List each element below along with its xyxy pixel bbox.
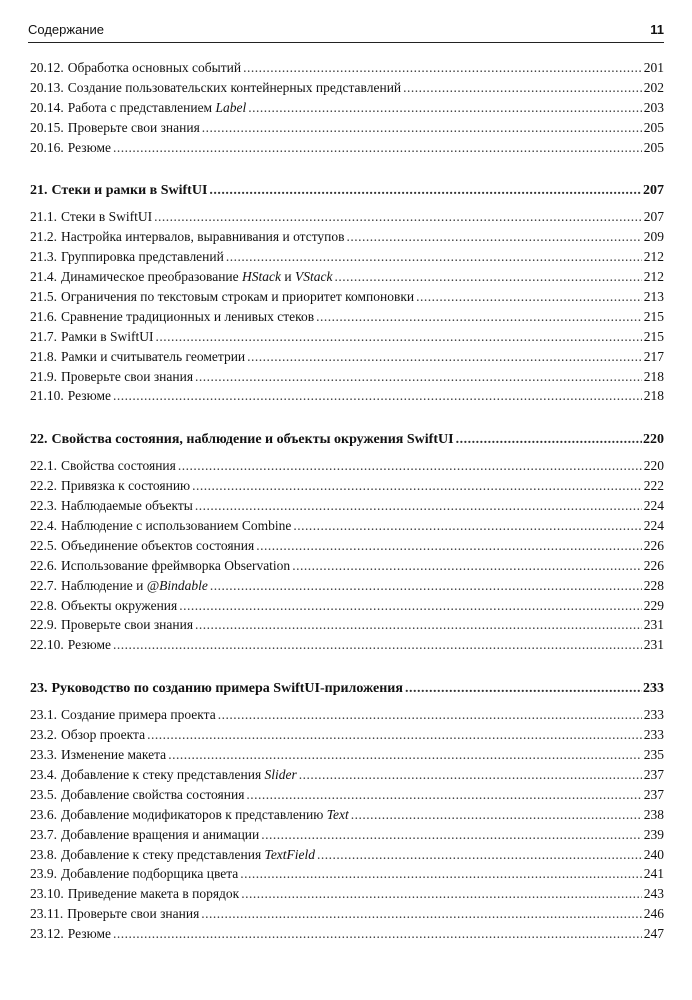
dot-leader [291,516,642,536]
toc-entry-number: 23.9. [30,866,57,882]
toc-entry[interactable] [30,765,664,785]
toc-entry-title [52,429,454,451]
dot-leader [111,386,642,406]
toc-entry-title [61,805,349,825]
toc-entry-number: 21. [30,183,48,199]
toc-entry-page: 237 [643,766,664,782]
toc-entry-title [61,347,245,367]
toc-entry-page: 229 [643,597,664,613]
toc-entry[interactable] [30,476,664,496]
dot-leader [193,615,642,635]
toc-entry-title-text: Проверьте свои знания [61,617,194,633]
dot-leader [193,496,642,516]
dot-leader [254,536,642,556]
toc-entry-page: 243 [643,886,664,902]
toc-entry-number: 21.7. [30,328,57,344]
toc-entry-title-text: Использование фреймворка Observation [61,557,291,573]
toc-entry-title-code: Slider [264,766,297,782]
toc-entry[interactable] [30,98,664,118]
toc-entry-page: 238 [643,806,664,822]
dot-leader [199,904,642,924]
dot-leader [208,576,642,596]
toc-entry-number: 23.7. [30,826,57,842]
toc-entry[interactable] [30,516,664,536]
toc-entry-number: 23.5. [30,786,57,802]
dot-leader [246,98,642,118]
toc-entry[interactable] [30,496,664,516]
toc-entry-title-text: Добавление модификаторов к представлению [61,806,327,822]
dot-leader [332,267,642,287]
toc-entry-title-text: Привязка к состоянию [61,478,191,494]
toc-entry-number: 22.3. [30,498,57,514]
toc-entry-title [68,635,111,655]
page-number: 11 [650,22,664,37]
toc-entry-number: 23.10. [30,886,64,902]
dot-leader [216,705,642,725]
toc-entry-title-text: Изменение макета [61,747,167,763]
toc-entry-title [68,58,241,78]
toc-entry[interactable] [30,78,664,98]
toc-entry-number: 21.1. [30,209,57,225]
toc-entry-page: 247 [643,926,664,942]
toc-entry-page: 215 [643,308,664,324]
toc-entry[interactable] [30,347,664,367]
toc-entry-number: 21.8. [30,348,57,364]
toc-entry-title-text: Наблюдение и [61,577,147,593]
toc-entry[interactable] [30,386,664,406]
toc-entry-title [61,725,145,745]
toc-entry-title-code: TextField [264,846,316,862]
dot-leader [238,864,642,884]
dot-leader [315,845,642,865]
toc-entry-title-text: Создание пользовательских контейнерных представлений [67,79,402,95]
toc-entry-title-text: Создание примера проекта [61,707,216,723]
toc-entry-number: 23.8. [30,846,57,862]
toc-entry[interactable] [30,596,664,616]
toc-entry-number: 21.10. [30,388,64,404]
dot-leader [454,429,642,451]
toc-entry-page: 235 [643,747,664,763]
toc-entry-title-text: Проверьте свои знания [67,906,200,922]
table-of-contents [30,58,664,944]
toc-entry-title-text: Стеки в SwiftUI [61,209,153,225]
running-head [28,22,664,43]
toc-entry-page: 233 [643,727,664,743]
toc-entry-title-text: Резюме [67,139,112,155]
toc-entry-title-code: Label [215,99,247,115]
toc-entry-number: 22.6. [30,557,57,573]
dot-leader [111,138,642,158]
toc-entry-title [68,924,111,944]
toc-entry-title-text: Проверьте свои знания [67,119,200,135]
toc-entry-title-text: Сравнение традиционных и ленивых стеков [61,308,315,324]
dot-leader [176,456,642,476]
toc-entry-title [68,98,247,118]
toc-entry-title [61,327,153,347]
toc-entry[interactable] [30,576,664,596]
toc-entry-page: 224 [643,498,664,514]
toc-entry-page: 215 [643,328,664,344]
toc-entry-page: 203 [643,99,664,115]
toc-entry-title [61,765,297,785]
toc-entry-title-text: Резюме [67,926,112,942]
toc-entry-title [61,785,244,805]
toc-entry-page: 209 [643,229,664,245]
toc-entry-title [61,596,177,616]
toc-entry-number: 20.16. [30,139,64,155]
toc-entry-title-text: Ограничения по текстовым строкам и приоритет компоновки [61,289,415,305]
running-head-title: Содержание [28,22,104,37]
toc-entry-number: 22. [30,432,48,448]
toc-entry-page: 241 [643,866,664,882]
dot-leader [193,367,642,387]
toc-entry-number: 21.9. [30,368,57,384]
toc-entry-page: 220 [643,458,664,474]
toc-entry-page: 222 [643,478,664,494]
toc-entry-number: 21.3. [30,249,57,265]
toc-entry-title [61,825,259,845]
toc-entry-title [61,615,193,635]
toc-entry-number: 22.7. [30,577,57,593]
toc-entry-title-text: Рамки в SwiftUI [61,328,154,344]
toc-entry-number: 23.2. [30,727,57,743]
dot-leader [153,327,642,347]
dot-leader [349,805,642,825]
toc-entry-title-text: Добавление к стеку представления [61,846,265,862]
toc-entry-number: 21.5. [30,289,57,305]
toc-entry-page: 220 [643,432,664,448]
toc-entry-title-text: Свойства состояния [61,458,176,474]
toc-entry-title [61,556,290,576]
toc-entry-title [52,180,208,202]
toc-entry-title-text: Проверьте свои знания [61,368,194,384]
toc-entry-title-text: Стеки и рамки в SwiftUI [51,183,208,199]
toc-entry-title-code: @Bindable [146,577,208,593]
toc-entry-number: 22.4. [30,518,57,534]
toc-entry[interactable] [30,864,664,884]
toc-entry-number: 22.9. [30,617,57,633]
toc-entry-number: 23. [30,681,48,697]
toc-entry-title-text: Наблюдение с использованием Combine [61,518,292,534]
dot-leader [224,247,642,267]
toc-entry-title [61,247,224,267]
dot-leader [297,765,642,785]
toc-entry[interactable] [30,615,664,635]
toc-entry[interactable] [30,805,664,825]
toc-entry-page: 226 [643,537,664,553]
toc-entry-number: 23.3. [30,747,57,763]
toc-entry-title [61,745,166,765]
toc-entry-title-text: Наблюдаемые объекты [61,498,193,514]
dot-leader [259,825,642,845]
toc-entry-title [61,516,291,536]
toc-entry-page: 226 [643,557,664,573]
toc-entry-title-text: Руководство по созданию примера SwiftUI-приложения [51,681,403,697]
toc-entry-number: 23.12. [30,926,64,942]
toc-entry[interactable] [30,207,664,227]
toc-entry[interactable] [30,367,664,387]
toc-entry-title-code: HStack [242,269,282,285]
toc-entry-number: 20.14. [30,99,64,115]
toc-entry-title-text: Добавление свойства состояния [61,786,245,802]
toc-entry-number: 21.6. [30,308,57,324]
dot-leader [241,58,642,78]
toc-entry-page: 207 [643,209,664,225]
toc-entry-number: 20.12. [30,60,64,75]
toc-entry-title [68,78,401,98]
dot-leader [244,785,642,805]
toc-entry-page: 240 [643,846,664,862]
toc-entry-title-text: Добавление подборщика цвета [61,866,239,882]
toc-entry-title-code: Text [326,806,349,822]
toc-entry-title-text: Объединение объектов состояния [61,537,255,553]
toc-entry-title-text: и [281,269,295,285]
toc-entry-number: 22.1. [30,458,57,474]
toc-entry-title-text: Свойства состояния, наблюдение и объекты окружения SwiftUI [51,432,454,448]
toc-entry-title [61,536,254,556]
toc-entry-title [61,227,345,247]
toc-chapter-entry[interactable] [30,180,664,202]
dot-leader [145,725,642,745]
toc-entry-page: 205 [643,139,664,155]
toc-entry-number: 20.15. [30,119,64,135]
toc-entry-number: 22.5. [30,537,57,553]
toc-entry-page: 233 [643,681,664,697]
toc-entry[interactable] [30,725,664,745]
toc-entry-number: 21.2. [30,229,57,245]
toc-entry-number: 20.13. [30,79,64,95]
toc-chapter-entry[interactable] [30,678,664,700]
toc-entry-title-text: Приведение макета в порядок [67,886,240,902]
toc-entry-title-text: Настройка интервалов, выравнивания и отступов [61,229,345,245]
toc-entry-title [61,476,190,496]
toc-entry[interactable] [30,845,664,865]
toc-entry[interactable] [30,307,664,327]
toc-entry-title-text: Обработка основных событий [67,60,242,75]
toc-entry[interactable] [30,745,664,765]
toc-entry-title [61,307,314,327]
toc-entry-page: 205 [643,119,664,135]
toc-entry-title [61,496,193,516]
dot-leader [245,347,642,367]
toc-entry-title [61,207,152,227]
toc-entry-title-text: Резюме [67,388,112,404]
toc-entry[interactable] [30,456,664,476]
toc-entry-number: 22.8. [30,597,57,613]
toc-entry-page: 231 [643,617,664,633]
toc-entry-page: 212 [643,249,664,265]
toc-entry-page: 231 [643,637,664,653]
toc-entry-number: 23.6. [30,806,57,822]
toc-entry-title [61,367,193,387]
toc-entry-number: 22.2. [30,478,57,494]
dot-leader [152,207,642,227]
toc-entry-page: 218 [643,368,664,384]
dot-leader [290,556,642,576]
toc-entry[interactable] [30,247,664,267]
dot-leader [111,635,642,655]
toc-entry-title [52,678,403,700]
toc-entry-title [67,904,199,924]
toc-entry-page: 218 [643,388,664,404]
toc-chapter-entry[interactable] [30,429,664,451]
dot-leader [177,596,642,616]
toc-entry-title [61,705,216,725]
toc-entry-number: 22.10. [30,637,64,653]
dot-leader [190,476,642,496]
dot-leader [111,924,642,944]
toc-entry-title-text: Резюме [67,637,112,653]
dot-leader [207,180,642,202]
toc-entry-page: 246 [643,906,664,922]
toc-entry[interactable] [30,556,664,576]
toc-entry[interactable] [30,705,664,725]
toc-entry-title [61,267,332,287]
dot-leader [200,118,642,138]
dot-leader [314,307,642,327]
toc-entry-page: 237 [643,786,664,802]
toc-entry-page: 207 [643,183,664,199]
dot-leader [239,884,642,904]
toc-entry-title-text: Рамки и считыватель геометрии [61,348,246,364]
toc-entry-number: 21.4. [30,269,57,285]
toc-entry[interactable] [30,118,664,138]
dot-leader [414,287,642,307]
toc-entry-title-text: Группировка представлений [61,249,224,265]
toc-entry-page: 224 [643,518,664,534]
toc-entry[interactable] [30,138,664,158]
toc-entry-number: 23.1. [30,707,57,723]
toc-entry-title [68,118,200,138]
toc-entry-title-text: Добавление к стеку представления [61,766,265,782]
toc-entry-title [61,576,208,596]
dot-leader [401,78,642,98]
dot-leader [403,678,642,700]
toc-entry-page: 213 [643,289,664,305]
toc-entry-title [68,884,239,904]
toc-entry[interactable] [30,785,664,805]
toc-entry[interactable] [30,924,664,944]
toc-entry-page: 239 [643,826,664,842]
dot-leader [345,227,642,247]
toc-entry[interactable] [30,267,664,287]
toc-entry-title-code: VStack [295,269,333,285]
toc-entry[interactable] [30,287,664,307]
toc-entry[interactable] [30,327,664,347]
toc-entry-page: 233 [643,707,664,723]
toc-entry-number: 23.4. [30,766,57,782]
toc-entry-title [68,138,111,158]
toc-entry-title-text: Работа с представлением [67,99,216,115]
toc-entry-title [68,386,111,406]
dot-leader [166,745,642,765]
toc-entry-title [61,287,414,307]
toc-entry-title [61,456,176,476]
toc-entry-page: 212 [643,269,664,285]
toc-entry[interactable] [30,635,664,655]
toc-entry-page: 202 [643,79,664,95]
toc-entry-number: 23.11. [30,906,64,922]
toc-entry-page: 228 [643,577,664,593]
toc-entry-title-text: Добавление вращения и анимации [61,826,260,842]
toc-entry-title-text: Объекты окружения [61,597,178,613]
toc-entry-title [61,864,238,884]
toc-entry[interactable] [30,227,664,247]
toc-entry-title-text: Динамическое преобразование [61,269,243,285]
toc-entry[interactable] [30,825,664,845]
toc-entry-title-text: Обзор проекта [61,727,146,743]
toc-entry[interactable] [30,904,664,924]
toc-entry[interactable] [30,58,664,78]
toc-entry[interactable] [30,884,664,904]
toc-entry[interactable] [30,536,664,556]
toc-entry-page: 217 [643,348,664,364]
toc-entry-title [61,845,315,865]
toc-entry-page: 201 [643,60,664,75]
